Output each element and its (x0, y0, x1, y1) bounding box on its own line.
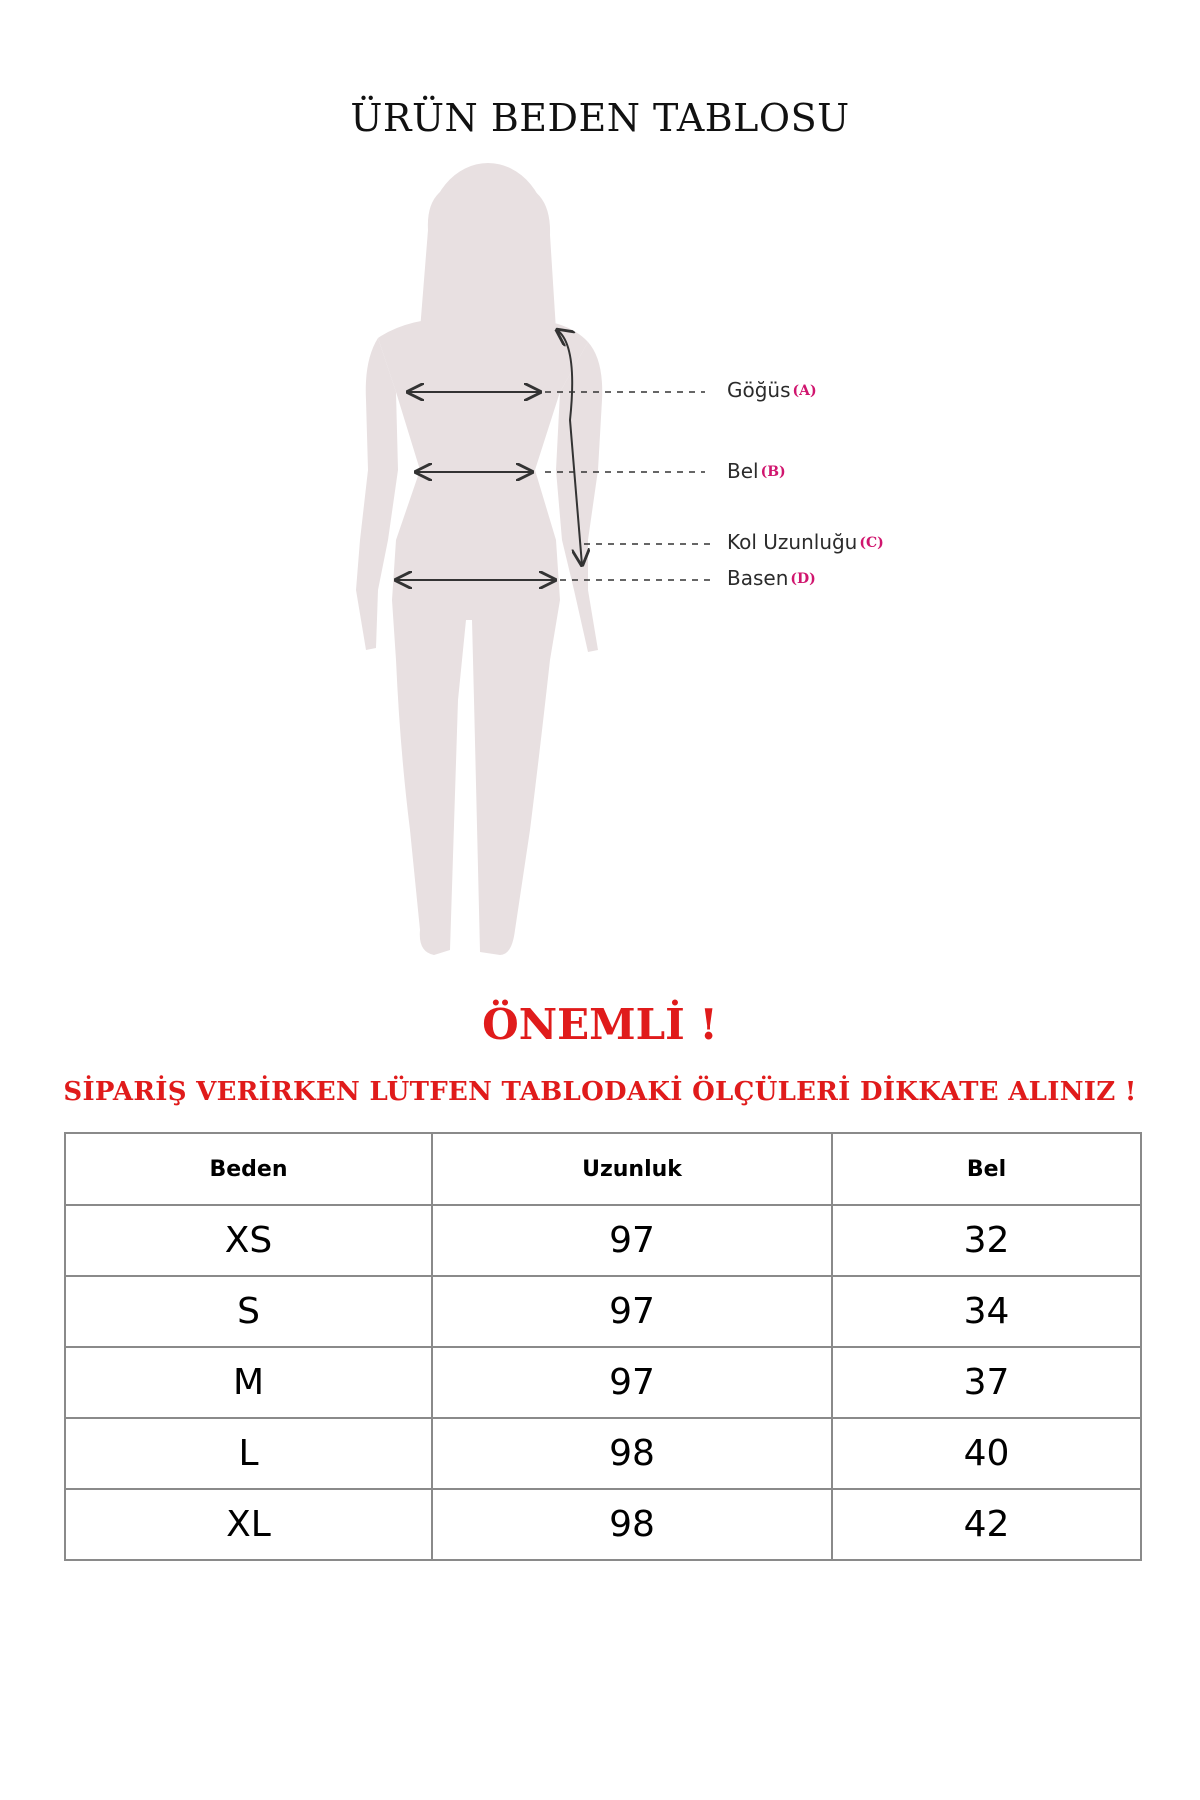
label-waist (727, 459, 786, 483)
female-silhouette (356, 163, 602, 955)
table-row (65, 1205, 1141, 1276)
table-row (65, 1276, 1141, 1347)
size-table (64, 1132, 1142, 1561)
cell-length: 98 (432, 1489, 832, 1560)
notice-heading: ÖNEMLİ ! (482, 1000, 718, 1049)
table-row (65, 1347, 1141, 1418)
header-size: Beden (65, 1133, 432, 1205)
label-sleeve (727, 530, 884, 554)
label-waist-tag: (B) (760, 464, 786, 480)
cell-waist: 42 (832, 1489, 1141, 1560)
cell-length: 98 (432, 1418, 832, 1489)
table-row (65, 1489, 1141, 1560)
cell-length: 97 (432, 1205, 832, 1276)
cell-length: 97 (432, 1276, 832, 1347)
cell-size: S (65, 1276, 432, 1347)
header-waist: Bel (832, 1133, 1141, 1205)
cell-size: L (65, 1418, 432, 1489)
cell-waist: 37 (832, 1347, 1141, 1418)
cell-waist: 34 (832, 1276, 1141, 1347)
table-row (65, 1418, 1141, 1489)
label-chest (727, 378, 817, 402)
cell-waist: 40 (832, 1418, 1141, 1489)
header-length: Uzunluk (432, 1133, 832, 1205)
label-chest-name: Göğüs (727, 378, 791, 402)
cell-size: XL (65, 1489, 432, 1560)
cell-size: M (65, 1347, 432, 1418)
page-title: ÜRÜN BEDEN TABLOSU (350, 96, 850, 140)
notice-message: SİPARİŞ VERİRKEN LÜTFEN TABLODAKİ ÖLÇÜLERİ DİKKATE ALINIZ ! (63, 1077, 1137, 1107)
label-hip (727, 566, 816, 590)
table-header-row (65, 1133, 1141, 1205)
label-hip-tag: (D) (790, 571, 816, 587)
label-sleeve-tag: (C) (859, 535, 884, 551)
cell-size: XS (65, 1205, 432, 1276)
cell-length: 97 (432, 1347, 832, 1418)
label-chest-tag: (A) (792, 383, 817, 399)
label-waist-name: Bel (727, 459, 759, 483)
cell-waist: 32 (832, 1205, 1141, 1276)
label-sleeve-name: Kol Uzunluğu (727, 530, 858, 554)
label-hip-name: Basen (727, 566, 789, 590)
